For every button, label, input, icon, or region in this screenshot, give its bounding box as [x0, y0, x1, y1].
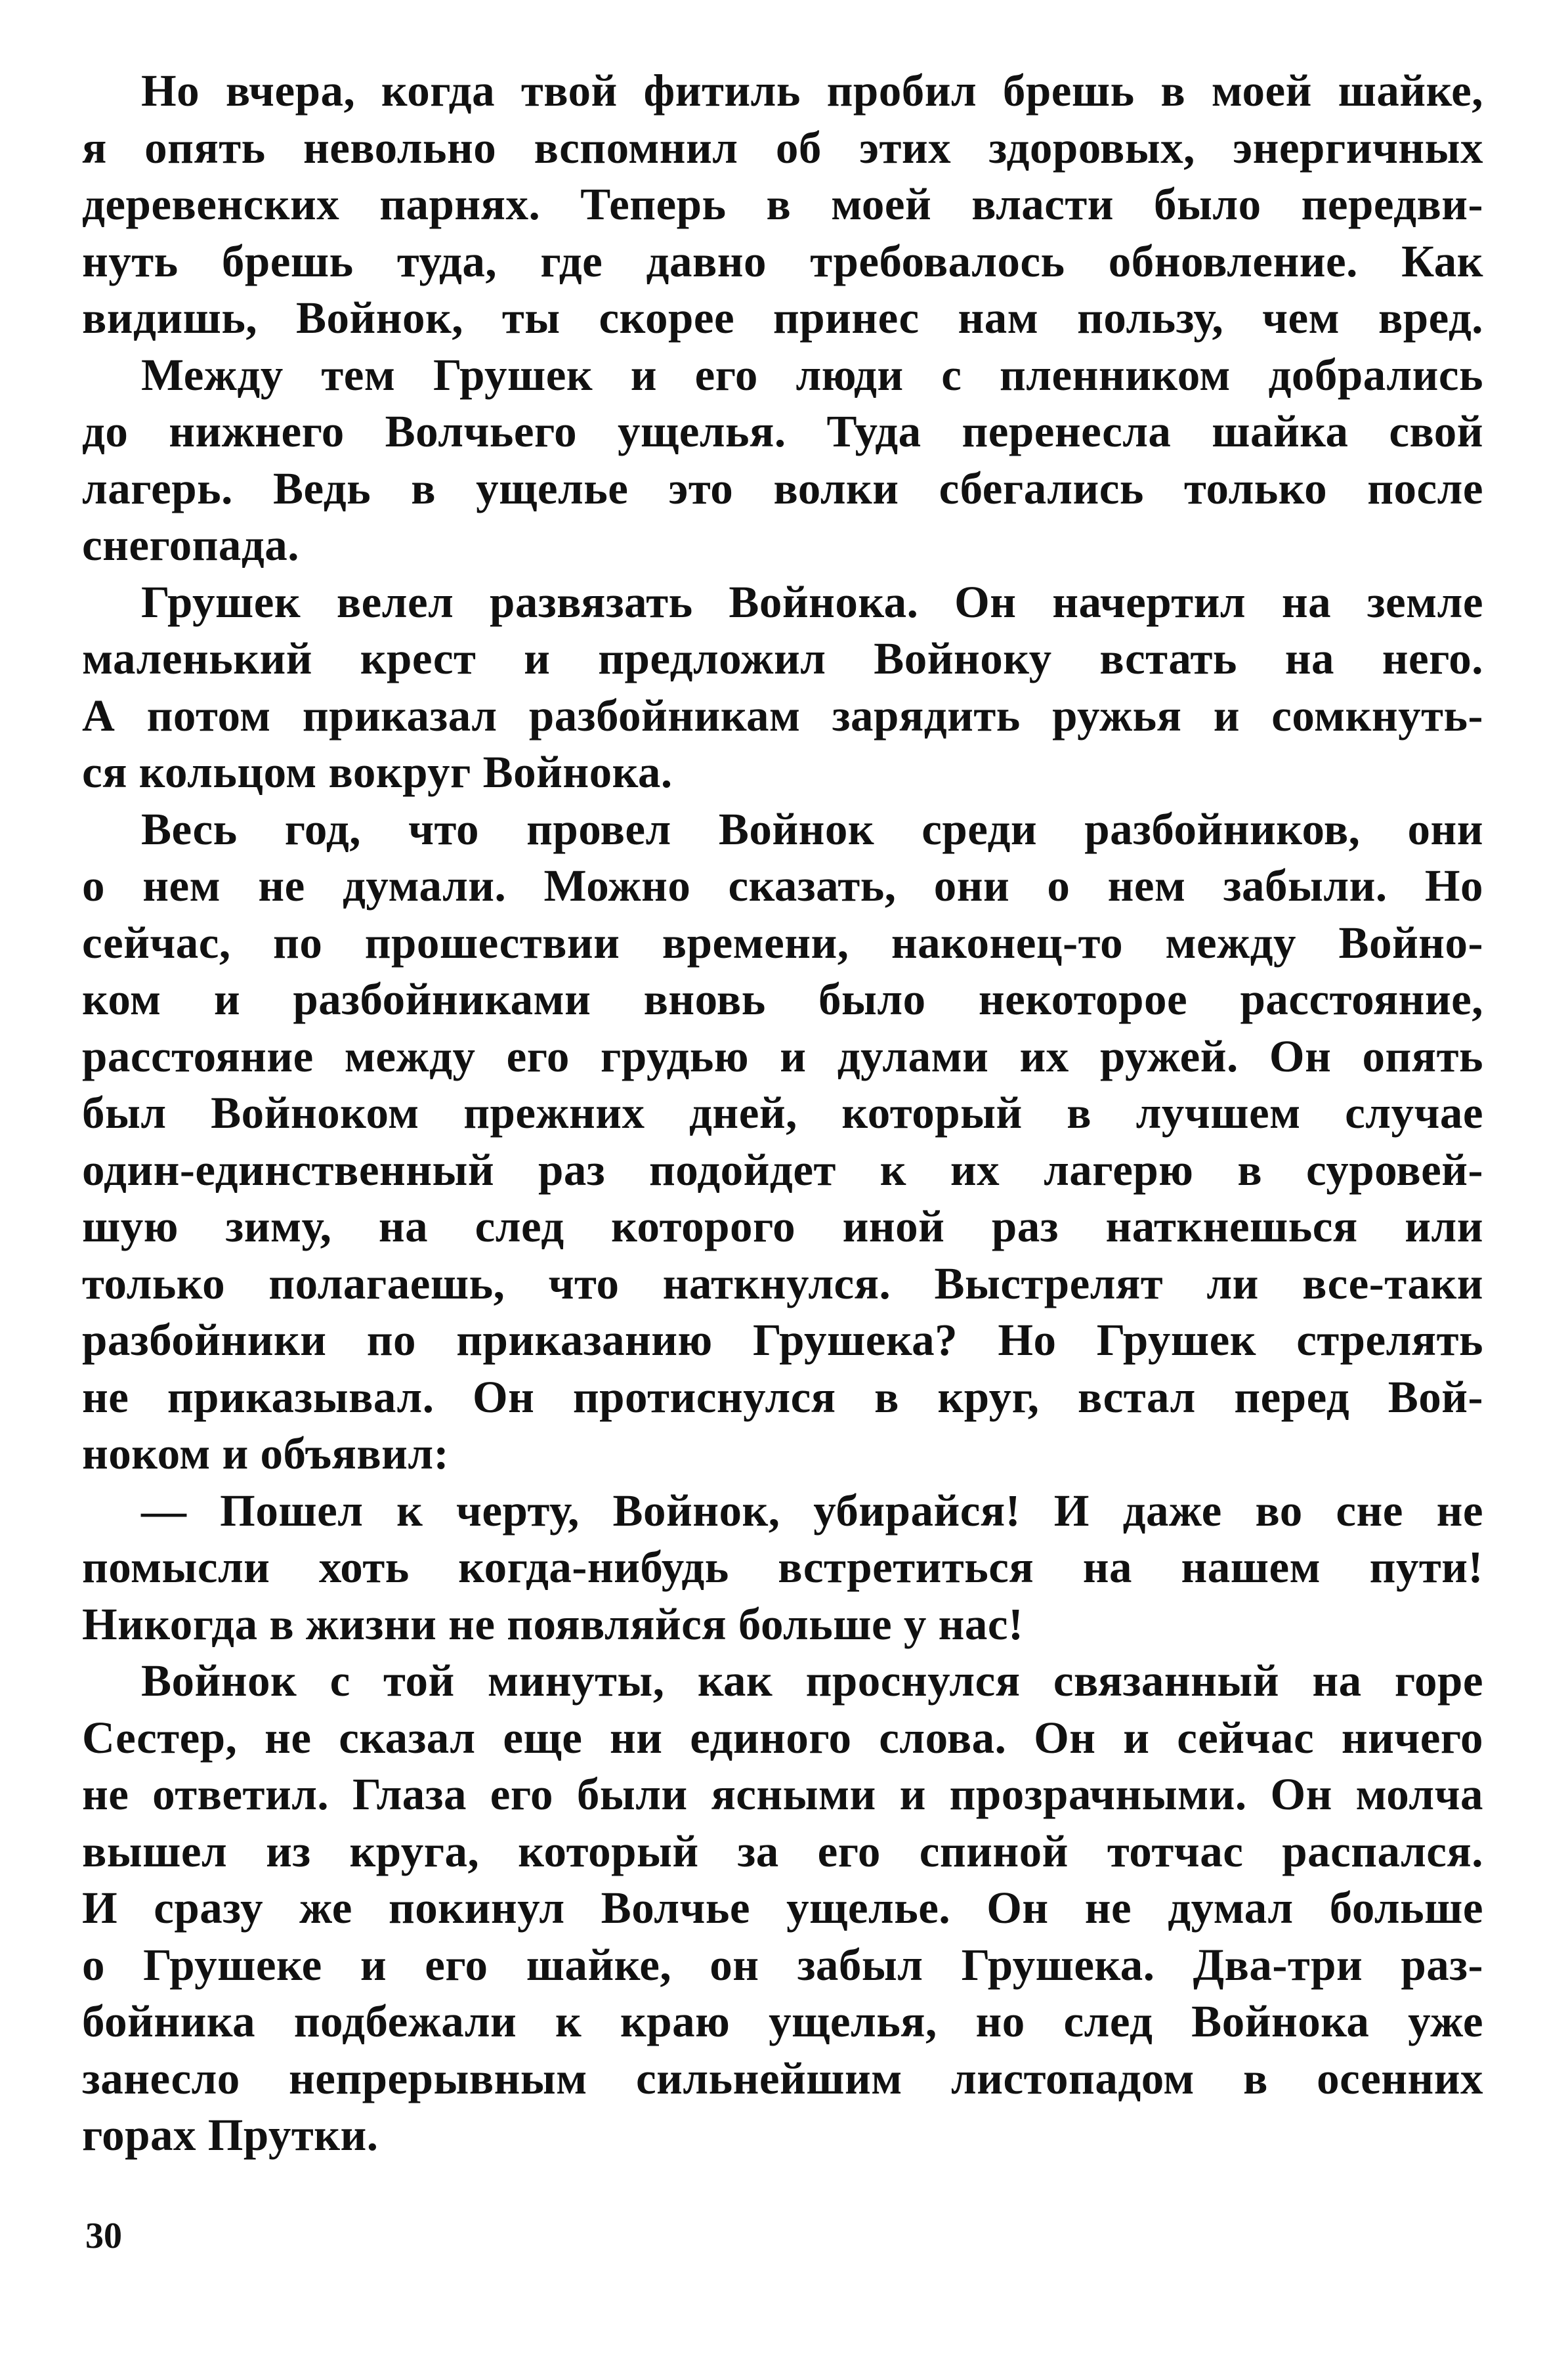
page-number: 30 — [85, 2216, 122, 2256]
text-line: ком и разбойниками вновь было некоторое расстояние, — [82, 974, 1483, 1024]
text-line: Но вчера, когда твой фитиль пробил брешь в моей шайке, — [141, 66, 1483, 116]
text-line: до нижнего Волчьего ущелья. Туда перенесла шайка свой — [82, 406, 1483, 456]
text-line: И сразу же покинул Волчье ущелье. Он не думал больше — [82, 1883, 1483, 1933]
body-text — [82, 62, 1483, 2164]
text-line: о Грушеке и его шайке, он забыл Грушека. Два-три раз- — [82, 1939, 1483, 1990]
text-line: Весь год, что провел Войнок среди разбойников, они — [141, 804, 1483, 854]
text-line: вышел из круга, который за его спиной тотчас распался. — [82, 1826, 1483, 1876]
text-line: шую зиму, на след которого иной раз наткнешься или — [82, 1201, 1483, 1251]
text-line: сейчас, по прошествии времени, наконец-то между Войно- — [82, 917, 1483, 968]
text-line: — Пошел к черту, Войнок, убирайся! И даже во сне не — [141, 1485, 1483, 1536]
text-line: горах Прутки. — [82, 2110, 379, 2160]
text-line: разбойники по приказанию Грушека? Но Грушек стрелять — [82, 1315, 1483, 1365]
text-line: видишь, Войнок, ты скорее принес нам пользу, чем вред. — [82, 293, 1483, 343]
text-line: не ответил. Глаза его были ясными и прозрачными. Он молча — [82, 1769, 1483, 1819]
text-line: Грушек велел развязать Войнока. Он начертил на земле — [141, 576, 1483, 627]
text-line: деревенских парнях. Теперь в моей власти было передви- — [82, 179, 1483, 229]
text-line: только полагаешь, что наткнулся. Выстрелят ли все-таки — [82, 1258, 1483, 1308]
text-line: маленький крест и предложил Войноку встать на него. — [82, 634, 1483, 683]
text-line: ся кольцом вокруг Войнока. — [82, 747, 673, 797]
text-line: занесло непрерывным сильнейшим листопадом в осенних — [82, 2053, 1483, 2103]
text-line: о нем не думали. Можно сказать, они о нем забыли. Но — [82, 861, 1483, 911]
text-line: не приказывал. Он протиснулся в круг, встал перед Вой- — [82, 1371, 1483, 1422]
text-line: ноком и объявил: — [82, 1429, 450, 1478]
text-line: бойника подбежали к краю ущелья, но след Войнока уже — [82, 1996, 1483, 2046]
text-line: расстояние между его грудью и дулами их ружей. Он опять — [82, 1031, 1483, 1081]
text-line: А потом приказал разбойникам зарядить ружья и сомкнуть- — [82, 690, 1483, 741]
text-line: я опять невольно вспомнил об этих здоровых, энергичных — [82, 122, 1483, 173]
text-line: Между тем Грушек и его люди с пленником добрались — [141, 349, 1483, 400]
text-line: помысли хоть когда-нибудь встретиться на нашем пути! — [82, 1542, 1483, 1592]
text-line: лагерь. Ведь в ущелье это волки сбегались только после — [82, 463, 1483, 513]
text-line: нуть брешь туда, где давно требовалось обновление. Как — [82, 236, 1483, 286]
text-line: Никогда в жизни не появляйся больше у нас! — [82, 1599, 1024, 1649]
text-line: был Войноком прежних дней, который в лучшем случае — [82, 1088, 1483, 1138]
text-line: Войнок с той минуты, как проснулся связанный на горе — [141, 1656, 1483, 1706]
text-line: Сестер, не сказал еще ни единого слова. Он и сейчас ничего — [82, 1712, 1483, 1763]
text-line: снегопада. — [82, 520, 300, 570]
text-line: один-единственный раз подойдет к их лагерю в суровей- — [82, 1144, 1483, 1195]
